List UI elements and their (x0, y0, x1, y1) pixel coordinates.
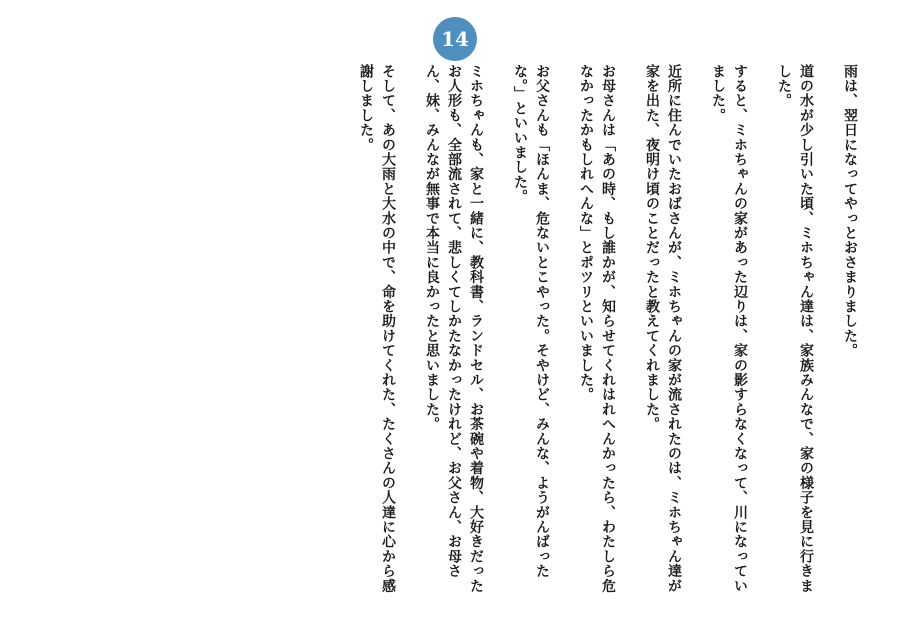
paragraph: そして、あの大雨と大水の中で、命を助けてくれた、たくさんの人達に心から感謝しました。 (358, 64, 396, 594)
paragraph: すると、ミホちゃんの家があった辺りは、家の影すらなくなって、川になっていました。 (710, 64, 748, 594)
page-number-badge: 14 (433, 17, 477, 61)
paragraph: 道の水が少し引いた頃、ミホちゃん達は、家族みんなで、家の様子を見に行きました。 (776, 64, 814, 594)
story-text (355, 64, 861, 604)
paragraph: 雨は、翌日になってやっとおさまりました。 (842, 64, 858, 358)
paragraph: 近所に住んでいたおばさんが、ミホちゃんの家が流されたのは、ミホちゃん達が家を出た、夜明け頃のことだったと教えてくれました。 (644, 64, 682, 594)
paragraph: お父さんも「ほんま、危ないとこやった。そやけど、みんな、ようがんばったな。」といいました。 (512, 64, 550, 579)
paragraph: お母さんは「あの時、もし誰かが、知らせてくれはれへんかったら、わたしら危なかったかもしれへんな」とポツリといいました。 (578, 64, 616, 594)
paragraph: ミホちゃんも、家と一緒に、教科書、ランドセル、お茶碗や着物、大好きだったお人形も、全部流されて、悲しくてしかたなかったけれど、お父さん、お母さん、妹、みんなが無事で本当に良かったと思いました。 (424, 64, 484, 594)
